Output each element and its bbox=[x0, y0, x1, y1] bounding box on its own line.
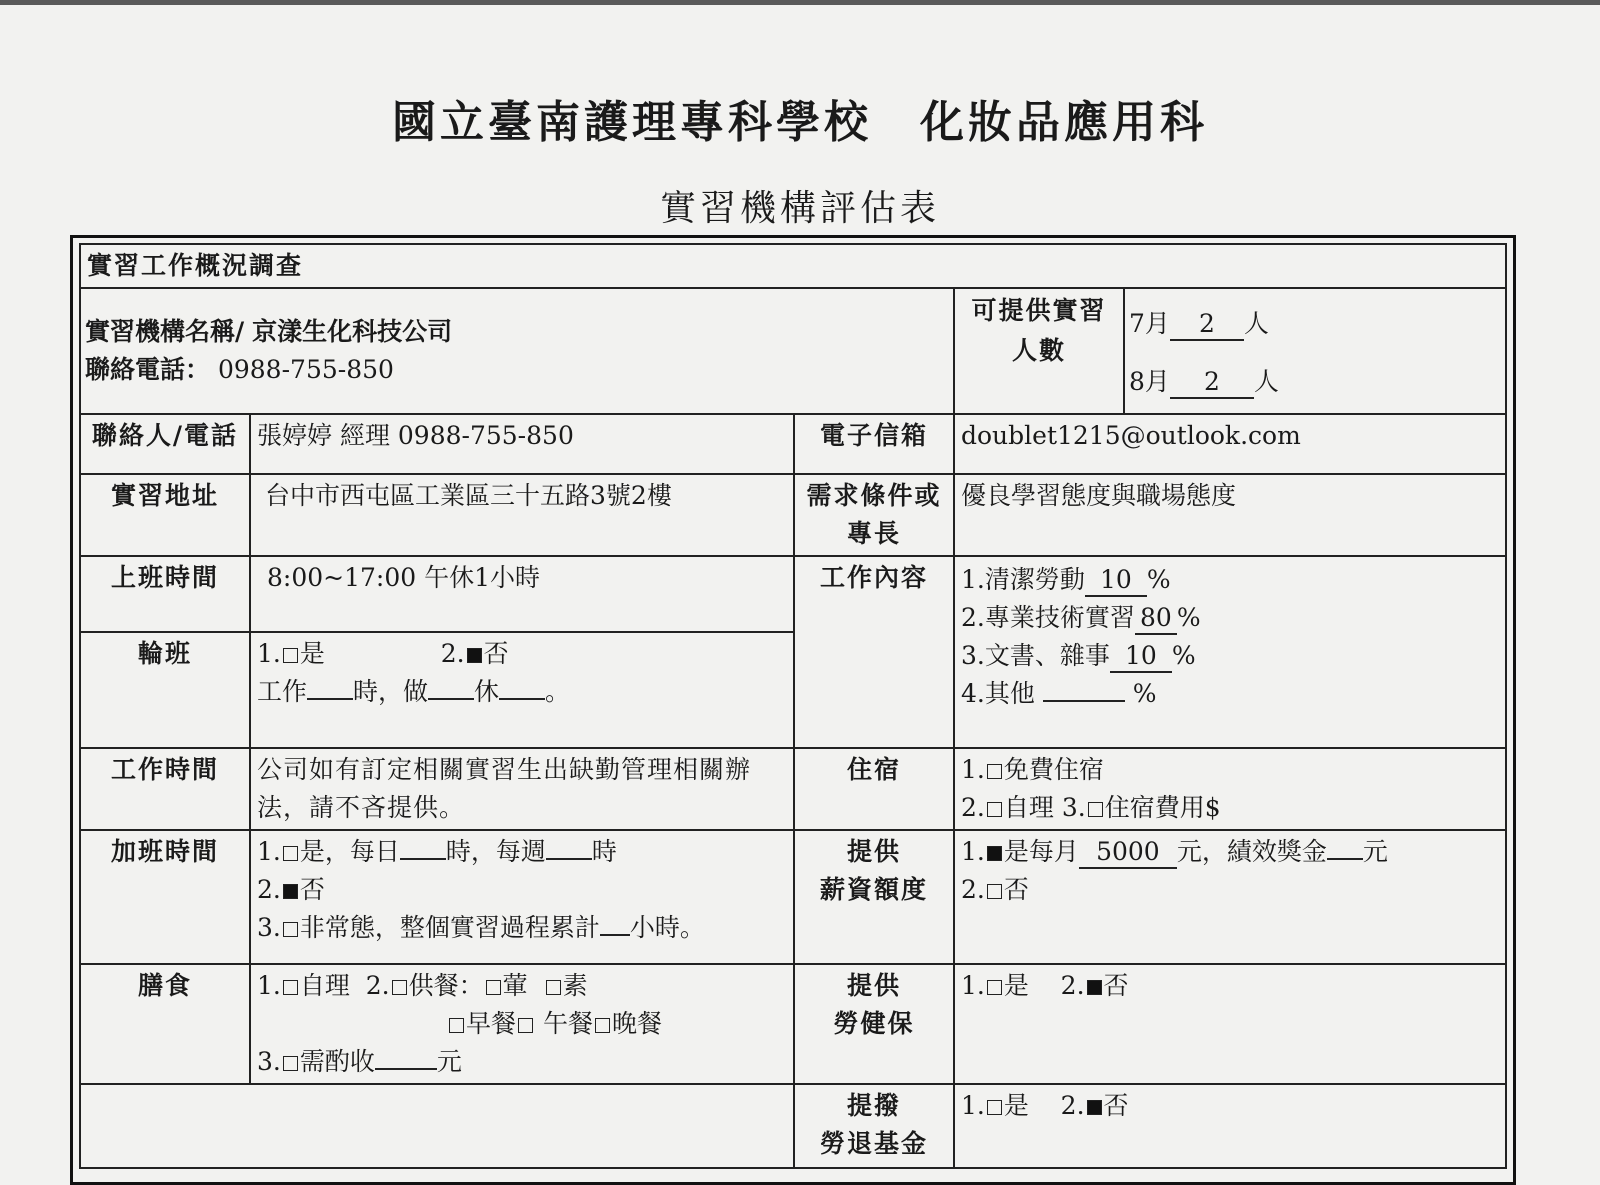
insurance-label-1: 提供 bbox=[846, 971, 901, 1000]
lodging-label: 住宿 bbox=[794, 748, 954, 830]
salary-bonus-blank[interactable] bbox=[1327, 834, 1363, 860]
insurance-cell bbox=[954, 964, 1506, 1084]
shift-cell bbox=[250, 632, 794, 748]
overtime-cell bbox=[250, 830, 794, 964]
work-content-label: 工作內容 bbox=[794, 556, 954, 748]
overtime-row bbox=[80, 830, 1506, 964]
contact-label: 聯絡人/電話 bbox=[80, 414, 250, 474]
lodging-self-num: 2. bbox=[961, 793, 985, 822]
overtime-weekly-blank[interactable] bbox=[546, 834, 592, 860]
salary-label bbox=[794, 830, 954, 964]
salary-bonus-text: 元，績效獎金 bbox=[1176, 837, 1327, 866]
work-item-text: 1.清潔勞動 bbox=[961, 565, 1085, 594]
checkbox-checked-icon[interactable] bbox=[987, 846, 1002, 861]
pension-empty-cell bbox=[80, 1084, 794, 1168]
checkbox-icon[interactable] bbox=[987, 764, 1002, 779]
checkbox-icon[interactable] bbox=[449, 1018, 464, 1033]
overtime-yes-num: 1. bbox=[257, 837, 281, 866]
salary-monthly-text: 是每月 bbox=[1003, 837, 1079, 866]
work-item-unit: % bbox=[1146, 565, 1171, 594]
meals-veg-text: 素 bbox=[562, 971, 588, 1000]
meals-fee-text: 需酌收 bbox=[299, 1047, 375, 1076]
aug-count[interactable]: 2 bbox=[1170, 367, 1254, 399]
insurance-no-text: 否 bbox=[1103, 971, 1129, 1000]
capacity-label: 可提供實習人數 bbox=[954, 288, 1124, 414]
work-content-item bbox=[961, 637, 1499, 675]
overtime-daily-text: 是，每日 bbox=[299, 837, 400, 866]
work-content-item bbox=[961, 599, 1499, 637]
salary-cell bbox=[954, 830, 1506, 964]
checkbox-checked-icon[interactable] bbox=[1087, 980, 1102, 995]
work-item-text: 2.專業技術實習 bbox=[961, 603, 1135, 632]
attendance-value: 公司如有訂定相關實習生出缺勤管理相關辦法，請不吝提供。 bbox=[250, 748, 794, 830]
checkbox-icon[interactable] bbox=[283, 980, 298, 995]
checkbox-checked-icon[interactable] bbox=[1087, 1100, 1102, 1115]
lodging-fee-text: 住宿費用$ bbox=[1104, 793, 1221, 822]
meals-self-num: 1. bbox=[257, 971, 281, 1000]
work-item-unit: % bbox=[1132, 679, 1157, 708]
work-hours-label: 上班時間 bbox=[80, 556, 250, 632]
lodging-self-text: 自理 bbox=[1003, 793, 1054, 822]
work-item-unit: % bbox=[1176, 603, 1201, 632]
shift-do-blank[interactable] bbox=[428, 674, 474, 700]
meals-fee-unit: 元 bbox=[436, 1047, 462, 1076]
insurance-label bbox=[794, 964, 954, 1084]
address-value: 台中市西屯區工業區三十五路3號2樓 bbox=[250, 474, 794, 556]
email-label: 電子信箱 bbox=[794, 414, 954, 474]
shift-rest-blank[interactable] bbox=[499, 674, 545, 700]
pension-yes-num: 1. bbox=[961, 1091, 985, 1120]
meals-fee-blank[interactable] bbox=[375, 1044, 437, 1070]
requirement-label: 需求條件或專長 bbox=[794, 474, 954, 556]
org-phone-label: 聯絡電話： bbox=[85, 355, 211, 384]
org-info-cell bbox=[80, 288, 954, 414]
capacity-aug bbox=[1129, 347, 1501, 411]
work-item-value[interactable] bbox=[1043, 700, 1125, 702]
meals-row bbox=[80, 964, 1506, 1084]
contact-row bbox=[80, 414, 1506, 474]
shift-work-text: 工作 bbox=[257, 677, 308, 706]
meals-self-text: 自理 bbox=[299, 971, 350, 1000]
work-item-value[interactable]: 10 bbox=[1085, 565, 1147, 597]
checkbox-icon[interactable] bbox=[546, 980, 561, 995]
meals-breakfast-text: 早餐 bbox=[466, 1009, 517, 1038]
shift-rest-text: 休 bbox=[474, 677, 500, 706]
meals-provide-text: 供餐： bbox=[408, 971, 484, 1000]
salary-no-text: 否 bbox=[1003, 875, 1029, 904]
lodging-free-num: 1. bbox=[961, 755, 985, 784]
aug-unit: 人 bbox=[1253, 367, 1279, 396]
checkbox-icon[interactable] bbox=[987, 1100, 1002, 1115]
pension-yes-text: 是 bbox=[1003, 1091, 1029, 1120]
org-name-label: 實習機構名稱/ bbox=[85, 317, 245, 346]
work-content-item bbox=[961, 675, 1499, 713]
overtime-daily-blank[interactable] bbox=[400, 834, 446, 860]
pension-label-2: 勞退基金 bbox=[819, 1129, 928, 1158]
work-item-value[interactable]: 10 bbox=[1110, 641, 1172, 673]
section-title: 實習工作概況調查 bbox=[80, 244, 1506, 288]
overtime-irregular-num: 3. bbox=[257, 913, 281, 942]
insurance-yes-text: 是 bbox=[1003, 971, 1029, 1000]
salary-label-1: 提供 bbox=[846, 837, 901, 866]
work-item-value[interactable]: 80 bbox=[1135, 603, 1177, 635]
overtime-no-text: 否 bbox=[299, 875, 325, 904]
org-name-value: 京漾生化科技公司 bbox=[252, 317, 453, 346]
requirement-value: 優良學習態度與職場態度 bbox=[954, 474, 1506, 556]
shift-do-text: 時，做 bbox=[353, 677, 429, 706]
salary-label-2: 薪資額度 bbox=[819, 875, 928, 904]
work-content-item bbox=[961, 561, 1499, 599]
checkbox-icon[interactable] bbox=[283, 846, 298, 861]
pension-no-text: 否 bbox=[1103, 1091, 1129, 1120]
work-content-cell bbox=[954, 556, 1506, 748]
work-hours-value: 8:00~17:00 午休1小時 bbox=[250, 556, 794, 632]
attendance-row bbox=[80, 748, 1506, 830]
shift-yes-text: 是 bbox=[299, 639, 325, 668]
checkbox-icon[interactable] bbox=[987, 980, 1002, 995]
meals-fee-num: 3. bbox=[257, 1047, 281, 1076]
meals-label: 膳食 bbox=[80, 964, 250, 1084]
overtime-total-blank[interactable] bbox=[600, 910, 630, 936]
checkbox-icon[interactable] bbox=[987, 884, 1002, 899]
checkbox-icon[interactable] bbox=[283, 1056, 298, 1071]
shift-no-num: 2. bbox=[440, 639, 465, 668]
work-hours-row bbox=[80, 556, 1506, 632]
salary-unit: 元 bbox=[1362, 837, 1388, 866]
scan-top-edge bbox=[0, 0, 1600, 5]
insurance-label-2: 勞健保 bbox=[833, 1009, 915, 1038]
aug-month: 8月 bbox=[1129, 367, 1170, 396]
checkbox-icon[interactable] bbox=[283, 922, 298, 937]
address-label: 實習地址 bbox=[80, 474, 250, 556]
checkbox-icon[interactable] bbox=[595, 1018, 610, 1033]
checkbox-icon[interactable] bbox=[392, 980, 407, 995]
lodging-fee-num: 3. bbox=[1061, 793, 1086, 822]
lodging-cell bbox=[954, 748, 1506, 830]
email-value: doublet1215@outlook.com bbox=[954, 414, 1506, 474]
overtime-label: 加班時間 bbox=[80, 830, 250, 964]
pension-label-1: 提撥 bbox=[846, 1091, 901, 1120]
capacity-cell bbox=[1124, 288, 1506, 414]
page-title: 國立臺南護理專科學校 化妝品應用科 bbox=[392, 97, 1208, 148]
insurance-no-num: 2. bbox=[1060, 971, 1085, 1000]
shift-period: 。 bbox=[545, 677, 571, 706]
shift-no-text: 否 bbox=[483, 639, 509, 668]
july-unit: 人 bbox=[1243, 309, 1269, 338]
checkbox-icon[interactable] bbox=[283, 648, 298, 663]
org-row bbox=[80, 288, 1506, 414]
checkbox-icon[interactable] bbox=[1088, 802, 1103, 817]
attendance-label: 工作時間 bbox=[80, 748, 250, 830]
shift-yes-num: 1. bbox=[257, 639, 281, 668]
pension-row bbox=[80, 1084, 1506, 1168]
meals-cell bbox=[250, 964, 794, 1084]
meals-provide-num: 2. bbox=[365, 971, 390, 1000]
pension-cell bbox=[954, 1084, 1506, 1168]
overtime-irregular-text: 非常態，整個實習過程累計 bbox=[299, 913, 600, 942]
checkbox-checked-icon[interactable] bbox=[283, 884, 298, 899]
work-item-unit: % bbox=[1171, 641, 1196, 670]
meals-dinner-text: 晚餐 bbox=[611, 1009, 662, 1038]
insurance-yes-num: 1. bbox=[961, 971, 985, 1000]
lodging-free-text: 免費住宿 bbox=[1003, 755, 1104, 784]
section-row bbox=[80, 244, 1506, 288]
work-item-text: 4.其他 bbox=[961, 679, 1035, 708]
checkbox-icon[interactable] bbox=[486, 980, 501, 995]
org-phone-value: 0988-755-850 bbox=[217, 355, 394, 384]
overtime-hours-text: 小時。 bbox=[629, 913, 705, 942]
overtime-hour-text: 時 bbox=[591, 837, 617, 866]
shift-label: 輪班 bbox=[80, 632, 250, 748]
shift-work-blank[interactable] bbox=[307, 674, 353, 700]
salary-amount[interactable]: 5000 bbox=[1079, 837, 1177, 869]
pension-label bbox=[794, 1084, 954, 1168]
form-subtitle: 實習機構評估表 bbox=[659, 188, 940, 229]
salary-yes-num: 1. bbox=[961, 837, 985, 866]
overtime-weekly-text: 時，每週 bbox=[445, 837, 546, 866]
capacity-july bbox=[1129, 289, 1501, 347]
pension-no-num: 2. bbox=[1060, 1091, 1085, 1120]
meals-lunch-text: 午餐 bbox=[542, 1009, 593, 1038]
address-row bbox=[80, 474, 1506, 556]
overtime-no-num: 2. bbox=[257, 875, 281, 904]
salary-no-num: 2. bbox=[961, 875, 985, 904]
contact-value: 張婷婷 經理 0988-755-850 bbox=[250, 414, 794, 474]
july-month: 7月 bbox=[1129, 309, 1170, 338]
evaluation-form-table bbox=[79, 243, 1507, 1169]
checkbox-checked-icon[interactable] bbox=[467, 648, 482, 663]
meals-meat-text: 葷 bbox=[502, 971, 528, 1000]
work-item-text: 3.文書、雜事 bbox=[961, 641, 1110, 670]
checkbox-icon[interactable] bbox=[987, 802, 1002, 817]
july-count[interactable]: 2 bbox=[1170, 309, 1244, 341]
checkbox-icon[interactable] bbox=[518, 1018, 533, 1033]
